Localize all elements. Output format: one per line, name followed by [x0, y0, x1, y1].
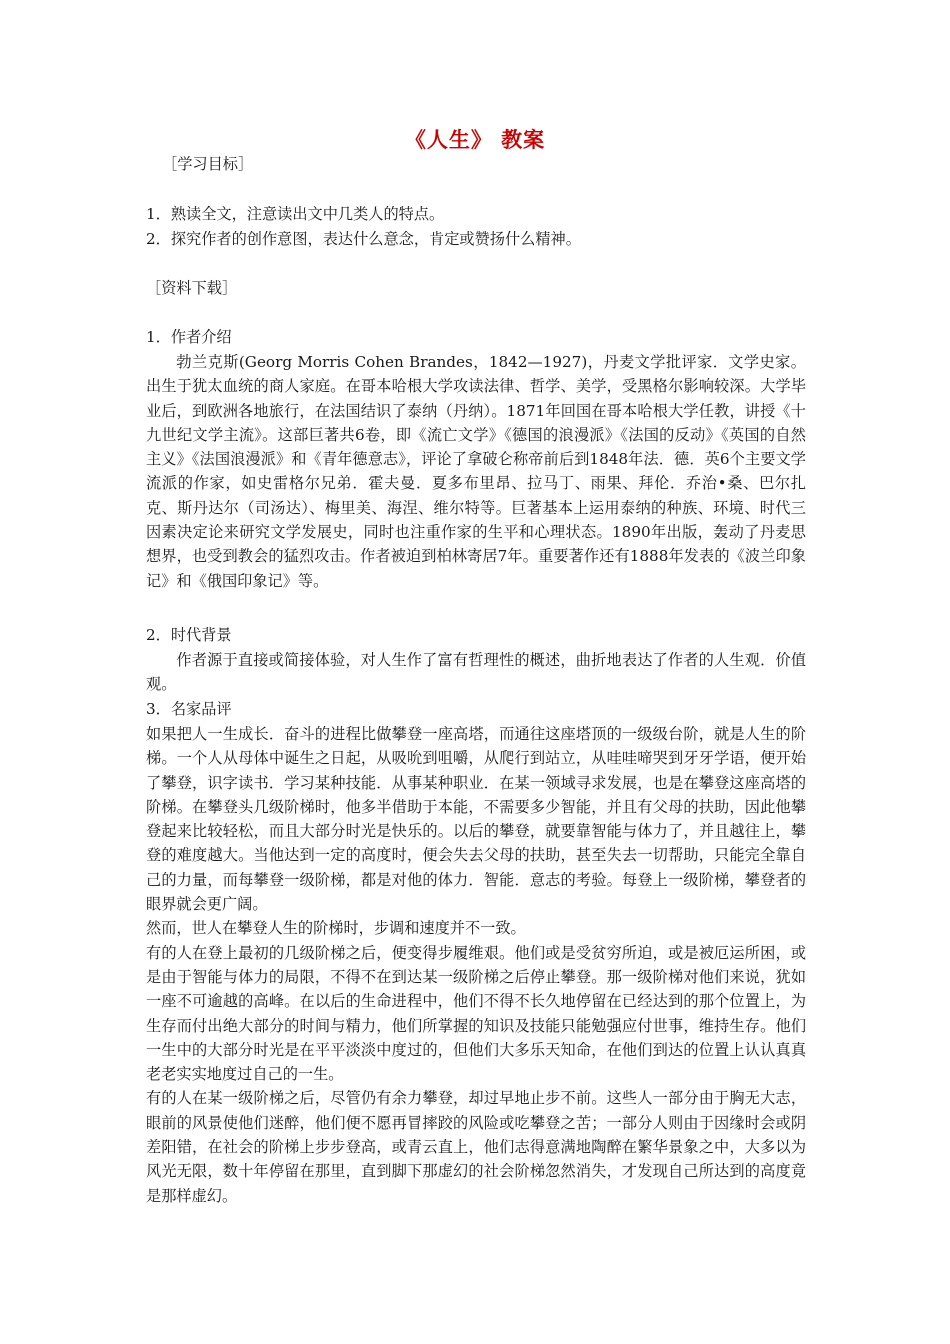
- section-header-materials: ［资料下载］: [146, 279, 238, 297]
- author-intro: [146, 350, 806, 593]
- section-header-goals: ［学习目标］: [162, 155, 254, 173]
- review-paragraph-3: 有的人在登上最初的几级阶梯之后，便变得步履维艰。他们或是受贫穷所迫，或是被厄运所困，或是由于智能与体力的局限，不得不在到达某一级阶梯之后停止攀登。那一级阶梯对他们来说，犹如一座不可逾越的高峰。在以后的生命进程中，他们不得不长久地停留在已经达到的那个位置上，为生存而付出绝大部分的时间与精力，他们所掌握的知识及技能只能勉强应付世事，维持生存。他们一生中的大部分时光是在平平淡淡中度过的，但他们大多乐天知命，在他们到达的位置上认认真真老老实实地度过自己的一生。: [146, 943, 806, 1084]
- review-heading: 3．名家品评: [146, 700, 232, 718]
- review-paragraph-2: 然而，世人在攀登人生的阶梯时，步调和速度并不一致。: [146, 919, 526, 938]
- background-section: [146, 648, 806, 697]
- document-title: 《人生》 教案: [404, 128, 546, 152]
- author-heading: 1．作者介绍: [146, 328, 232, 346]
- review-paragraph-4: 有的人在某一级阶梯之后，尽管仍有余力攀登，却过早地止步不前。这些人一部分由于胸无大志，眼前的风景使他们迷醉，他们便不愿再冒摔跤的风险或吃攀登之苦；一部分人则由于因缘时会或阴差阳错，在社会的阶梯上步步登高，或青云直上，他们志得意满地陶醉在繁华景象之中，大多以为风光无限，数十年停留在那里，直到脚下那虚幻的社会阶梯忽然消失，才发现自己所达到的高度竟是那样虚幻。: [146, 1089, 806, 1205]
- author-paragraph: 勃兰克斯(Georg Morris Cohen Brandes，1842—1927)，丹麦文学批评家．文学史家。出生于犹太血统的商人家庭。在哥本哈根大学攻读法律、哲学、美学，受黑格尔影响较深。大学毕业后，到欧洲各地旅行，在法国结识了泰纳（丹纳）。1871年回国在哥本哈根大学任教，讲授《十九世纪文学主流》。这部巨著共6卷，即《流亡文学》《德国的浪漫派》《法国的反动》《英国的自然主义》《法国浪漫派》和《青年德意志》，评论了拿破仑称帝前后到1848年法．德．英6个主要文学流派的作家，如史雷格尔兄弟．霍夫曼．夏多布里昂、拉马丁、雨果、拜伦．乔治•桑、巴尔扎克、斯丹达尔（司汤达）、梅里美、海涅、维尔特等。巨著基本上运用泰纳的种族、环境、时代三因素决定论来研究文学发展史，同时也注重作家的生平和心理状态。1890年出版，轰动了丹麦思想界，也受到教会的猛烈攻击。作者被迫到柏林寄居7年。重要著作还有1888年发表的《波兰印象记》和《俄国印象记》等。: [146, 353, 806, 590]
- review-paragraph-1: 如果把人一生成长．奋斗的进程比做攀登一座高塔，而通往这座塔顶的一级级台阶，就是人生的阶梯。一个人从母体中诞生之日起，从吸吮到咀嚼，从爬行到站立，从哇哇啼哭到牙牙学语，便开始了攀登，识字读书．学习某种技能．从事某种职业．在某一领域寻求发展，也是在攀登这座高塔的阶梯。在攀登头几级阶梯时，他多半借助于本能，不需要多少智能，并且有父母的扶助，因此他攀登起来比较轻松，而且大部分时光是快乐的。以后的攀登，就要靠智能与体力了，并且越往上，攀登的难度越大。当他达到一定的高度时，便会失去父母的扶助，甚至失去一切帮助，只能完全靠自己的力量，而每攀登一级阶梯，都是对他的体力．智能．意志的考验。每登上一级阶梯，攀登者的眼界就会更广阔。: [146, 725, 806, 914]
- review-section: [146, 722, 806, 1208]
- background-heading: 2．时代背景: [146, 626, 232, 644]
- goal-item-1: 1．熟读全文，注意读出文中几类人的特点。: [146, 205, 445, 223]
- goal-item-2: 2．探究作者的创作意图，表达什么意念，肯定或赞扬什么精神。: [146, 230, 581, 248]
- background-paragraph: 作者源于直接或简接体验，对人生作了富有哲理性的概述，曲折地表达了作者的人生观．价值观。: [146, 651, 806, 694]
